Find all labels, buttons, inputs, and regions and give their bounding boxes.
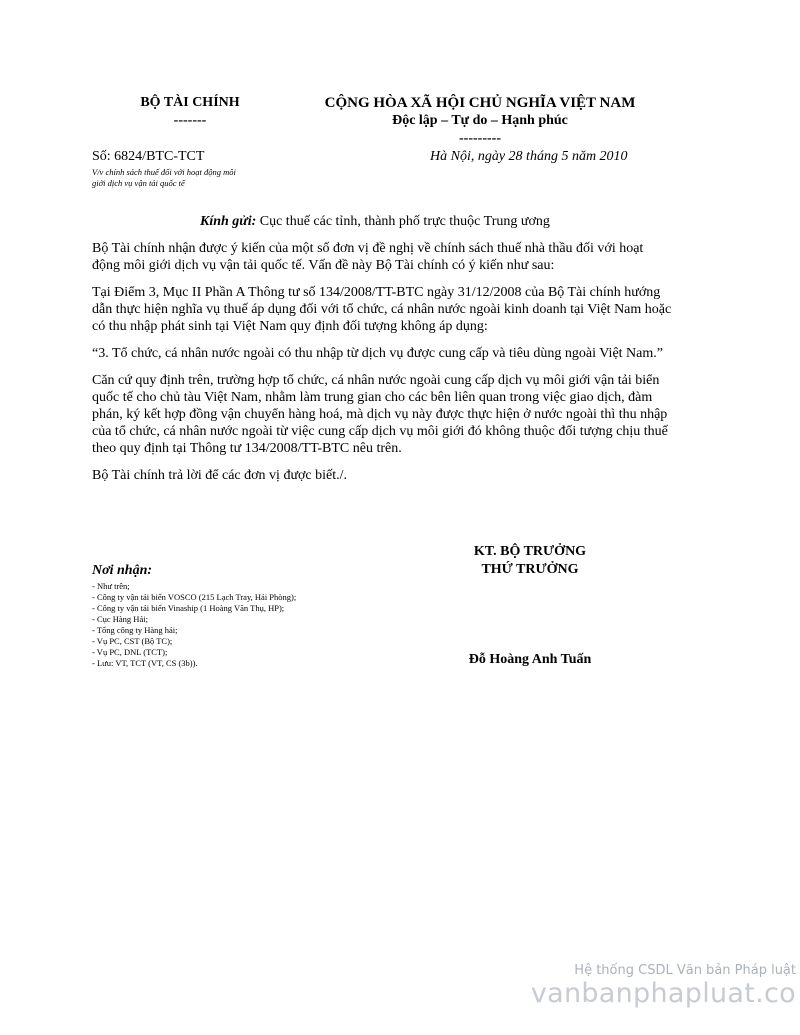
body-paragraph: Bộ Tài chính nhận được ý kiến của một số đơn vị đề nghị về chính sách thuế nhà thầu đối với hoạt động môi giới dịch vụ vận tải quốc tế. Vấn đề này Bộ Tài chính có ý kiến như sau: xyxy=(92,241,644,273)
document-body xyxy=(92,240,672,494)
body-paragraph: Căn cứ quy định trên, trường hợp tổ chức, cá nhân nước ngoài cung cấp dịch vụ môi giới vận tải biển quốc tế cho chủ tàu Việt Nam, nhằm làm trung gian cho các bên liên quan trong việc giao dịch, đàm phán, ký kết hợp đồng vận chuyển hàng hoá, mà dịch vụ này được thực hiện ở nước ngoài thì thu nhập của tổ chức, cá nhân nước ngoài từ việc cung cấp dịch vụ môi giới đó không thuộc đối tượng chịu thuế theo quy định tại Thông tư 134/2008/TT-BTC nêu trên. xyxy=(92,373,668,456)
recipient-label: Kính gửi: xyxy=(200,214,257,229)
recipients-title: Nơi nhận: xyxy=(92,563,153,578)
signer-name: Đỗ Hoàng Anh Tuấn xyxy=(468,652,592,667)
recipients-list xyxy=(92,581,296,669)
subject-line: giới dịch vụ vận tải quốc tế xyxy=(92,178,185,188)
site-watermark xyxy=(531,963,796,1009)
watermark-domain: vanbanphapluat.co xyxy=(530,978,796,1009)
list-item: - Lưu: VT, TCT (VT, CS (3b)). xyxy=(92,658,198,668)
body-paragraph: Tại Điểm 3, Mục II Phần A Thông tư số 134/2008/TT-BTC ngày 31/12/2008 của Bộ Tài chính hướng dẫn thực hiện nghĩa vụ thuế áp dụng đối với tổ chức, cá nhân nước ngoài kinh doanh tại Việt Nam hoặc có thu nhập phát sinh tại Việt Nam quy định đối tượng không áp dụng: xyxy=(92,285,672,334)
list-item: - Như trên; xyxy=(92,581,130,591)
motto: Độc lập – Tự do – Hạnh phúc xyxy=(392,113,568,128)
national-header xyxy=(300,94,660,148)
list-item: - Công ty vận tải biển VOSCO (215 Lạch Tray, Hải Phòng); xyxy=(92,592,297,602)
recipient-value: Cục thuế các tỉnh, thành phố trực thuộc Trung ương xyxy=(256,214,550,229)
list-item: - Vụ PC, DNL (TCT); xyxy=(92,647,168,657)
signature-title: KT. BỘ TRƯỞNG xyxy=(473,544,587,559)
document-subject xyxy=(92,167,292,189)
list-item: - Cục Hàng Hải; xyxy=(92,614,148,624)
motto-rule: --------- xyxy=(459,131,501,146)
agency-header xyxy=(120,94,260,130)
agency-rule: ------- xyxy=(173,113,207,128)
list-item: - Công ty vận tải biển Vinaship (1 Hoàng Văn Thụ, HP); xyxy=(92,603,285,613)
list-item: - Tổng công ty Hàng hải; xyxy=(92,625,178,635)
body-paragraph: “3. Tổ chức, cá nhân nước ngoài có thu nhập từ dịch vụ được cung cấp và tiêu dùng ngoài Việt Nam.” xyxy=(92,346,663,361)
subject-line: V/v chính sách thuế đối với hoạt động môi xyxy=(92,167,236,177)
country-name: CỘNG HÒA XÃ HỘI CHỦ NGHĨA VIỆT NAM xyxy=(324,95,636,111)
agency-name: BỘ TÀI CHÍNH xyxy=(140,95,240,110)
signature-subtitle: THỨ TRƯỞNG xyxy=(481,562,579,577)
body-paragraph: Bộ Tài chính trả lời để các đơn vị được biết./. xyxy=(92,468,348,483)
watermark-caption: Hệ thống CSDL Văn bản Pháp luật xyxy=(574,963,796,978)
place-date: Hà Nội, ngày 28 tháng 5 năm 2010 xyxy=(430,149,628,164)
list-item: - Vụ PC, CST (Bộ TC); xyxy=(92,636,173,646)
document-number: Số: 6824/BTC-TCT xyxy=(92,149,205,164)
signature-block xyxy=(440,543,620,579)
recipient-line xyxy=(200,214,550,230)
